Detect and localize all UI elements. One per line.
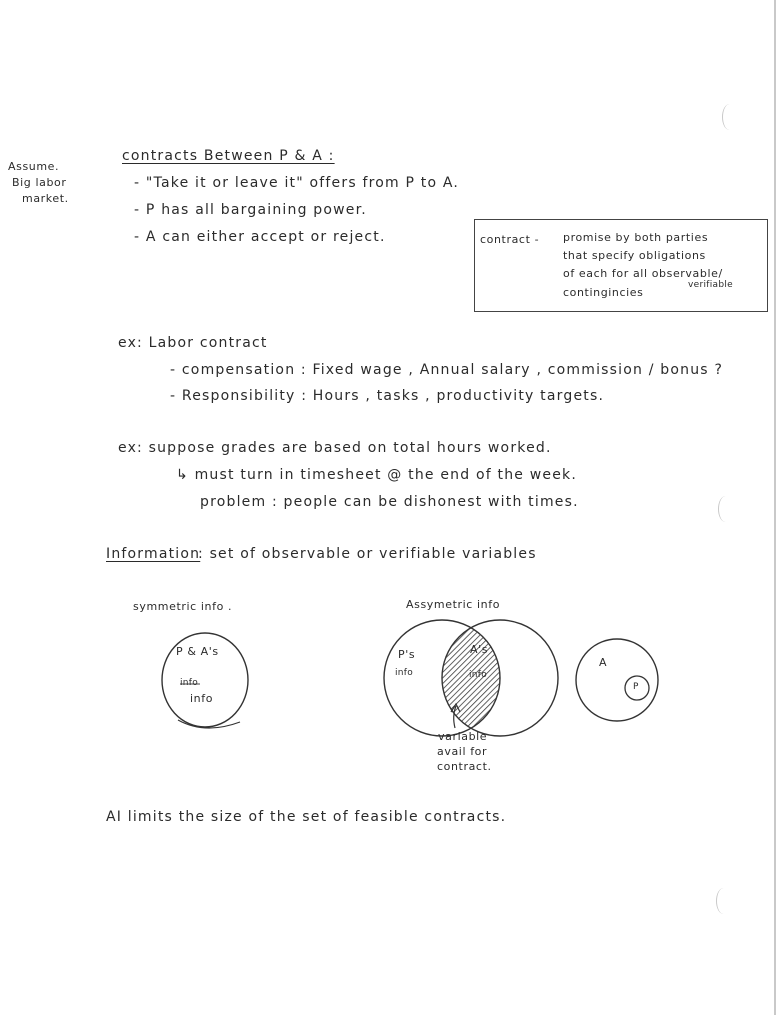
symmetric-label-2: info bbox=[190, 692, 214, 705]
example1-line-2: - Responsibility : Hours , tasks , productivity targets. bbox=[170, 388, 605, 404]
contract-label: contract - bbox=[480, 233, 540, 246]
venn-caption-2: avail for bbox=[437, 745, 488, 758]
information-term: Information bbox=[106, 546, 201, 562]
venn-left-label: P's bbox=[398, 648, 416, 661]
example1-line-1: - compensation : Fixed wage , Annual salary , commission / bonus ? bbox=[170, 362, 724, 378]
contract-def-line-2: that specify obligations bbox=[563, 249, 706, 262]
symmetric-label: P & A's bbox=[176, 645, 219, 658]
information-definition: : set of observable or verifiable variables bbox=[198, 546, 537, 562]
venn-left-label-2: info bbox=[395, 668, 414, 678]
bullet-3: - A can either accept or reject. bbox=[134, 229, 386, 245]
asymmetric-title: Assymetric info bbox=[406, 598, 501, 611]
example2-line-2: ↳ must turn in timesheet @ the end of the week. bbox=[176, 467, 577, 483]
symmetric-title: symmetric info . bbox=[133, 600, 233, 613]
venn-caption-3: contract. bbox=[437, 760, 492, 773]
conclusion-line: AI limits the size of the set of feasible contracts. bbox=[106, 809, 507, 825]
contract-def-line-4: contingincies bbox=[563, 286, 644, 299]
nested-inner-label: P bbox=[633, 682, 639, 692]
venn-caption-1: variable bbox=[438, 730, 488, 743]
symmetric-strike-text: info bbox=[180, 678, 199, 688]
bullet-1: - "Take it or leave it" offers from P to A. bbox=[134, 175, 460, 191]
venn-right-label-2: info bbox=[469, 670, 488, 680]
contract-def-line-3: of each for all observable/ bbox=[563, 267, 723, 280]
example2-line-3: problem : people can be dishonest with times. bbox=[200, 494, 579, 510]
example2-line-1: ex: suppose grades are based on total hours worked. bbox=[118, 440, 552, 456]
contract-def-line-1: promise by both parties bbox=[563, 231, 709, 244]
example1-title: ex: Labor contract bbox=[118, 335, 268, 351]
margin-note-line-3: market. bbox=[22, 192, 69, 205]
bullet-2: - P has all bargaining power. bbox=[134, 202, 367, 218]
margin-note-line-2: Big labor bbox=[12, 176, 67, 189]
nested-outer-label: A bbox=[599, 656, 608, 669]
contract-def-note: verifiable bbox=[688, 280, 733, 290]
section-heading: contracts Between P & A : bbox=[122, 148, 335, 164]
venn-right-label: A's bbox=[470, 643, 489, 656]
margin-note-line-1: Assume. bbox=[8, 160, 60, 173]
